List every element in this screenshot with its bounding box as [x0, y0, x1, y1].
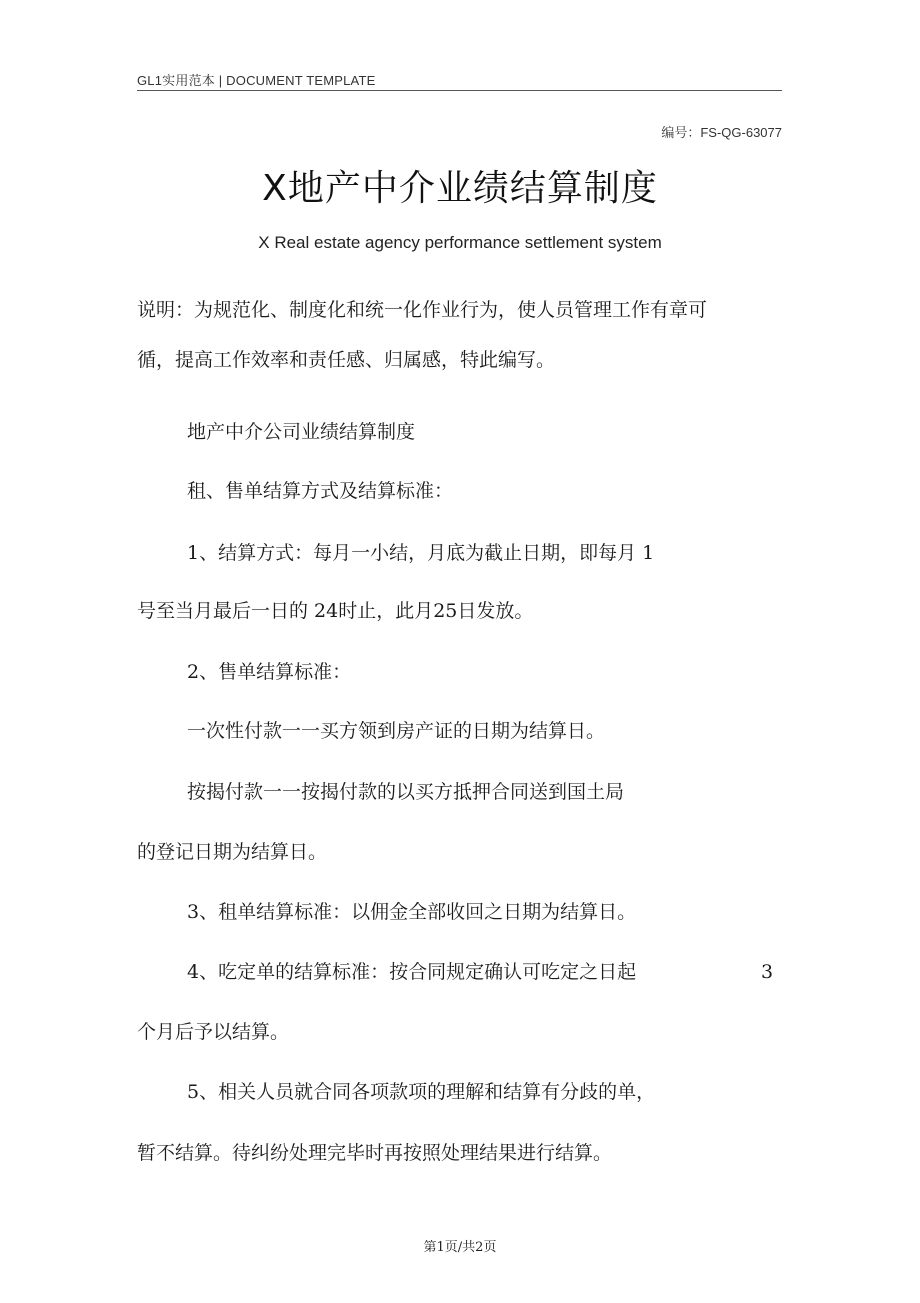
intro-line-1: 说明：为规范化、制度化和统一化作业行为，使人员管理工作有章可: [137, 299, 708, 321]
item-2-line-3: 的登记日期为结算日。: [137, 841, 328, 863]
header-brand: GL1实用范本 | DOCUMENT TEMPLATE: [137, 73, 376, 88]
page-subtitle: X Real estate agency performance settlement system: [258, 233, 662, 252]
page-indicator: 第1页/共2页: [423, 1240, 497, 1255]
item-4-number: 3: [761, 961, 774, 983]
item-4-line-2: 个月后予以结算。: [137, 1021, 290, 1043]
item-2-title: 2、售单结算标准：: [187, 661, 352, 683]
item-3: 3、租单结算标准：以佣金全部收回之日期为结算日。: [187, 901, 637, 923]
section-heading: 地产中介公司业绩结算制度: [187, 421, 416, 443]
item-1-line-1: 1、结算方式：每月一小结，月底为截止日期，即每月 1: [187, 542, 655, 564]
header-divider: [137, 90, 782, 91]
document-code: 编号：FS-QG-63077: [661, 125, 782, 140]
item-5-line-2: 暂不结算。待纠纷处理完毕时再按照处理结果进行结算。: [137, 1142, 613, 1164]
item-5-line-1: 5、相关人员就合同各项款项的理解和结算有分歧的单，: [187, 1081, 656, 1103]
item-2-line-1: 一次性付款一一买方领到房产证的日期为结算日。: [187, 720, 606, 742]
item-4-line-1: 4、吃定单的结算标准：按合同规定确认可吃定之日起: [187, 961, 637, 983]
intro-line-2: 循，提高工作效率和责任感、归属感，特此编写。: [137, 349, 556, 371]
item-2-line-2: 按揭付款一一按揭付款的以买方抵押合同送到国土局: [187, 781, 625, 803]
item-1-line-2: 号至当月最后一日的 24时止，此月25日发放。: [137, 600, 534, 622]
page-title: X地产中介业绩结算制度: [262, 168, 658, 209]
section-title: 租、售单结算方式及结算标准：: [187, 480, 454, 502]
